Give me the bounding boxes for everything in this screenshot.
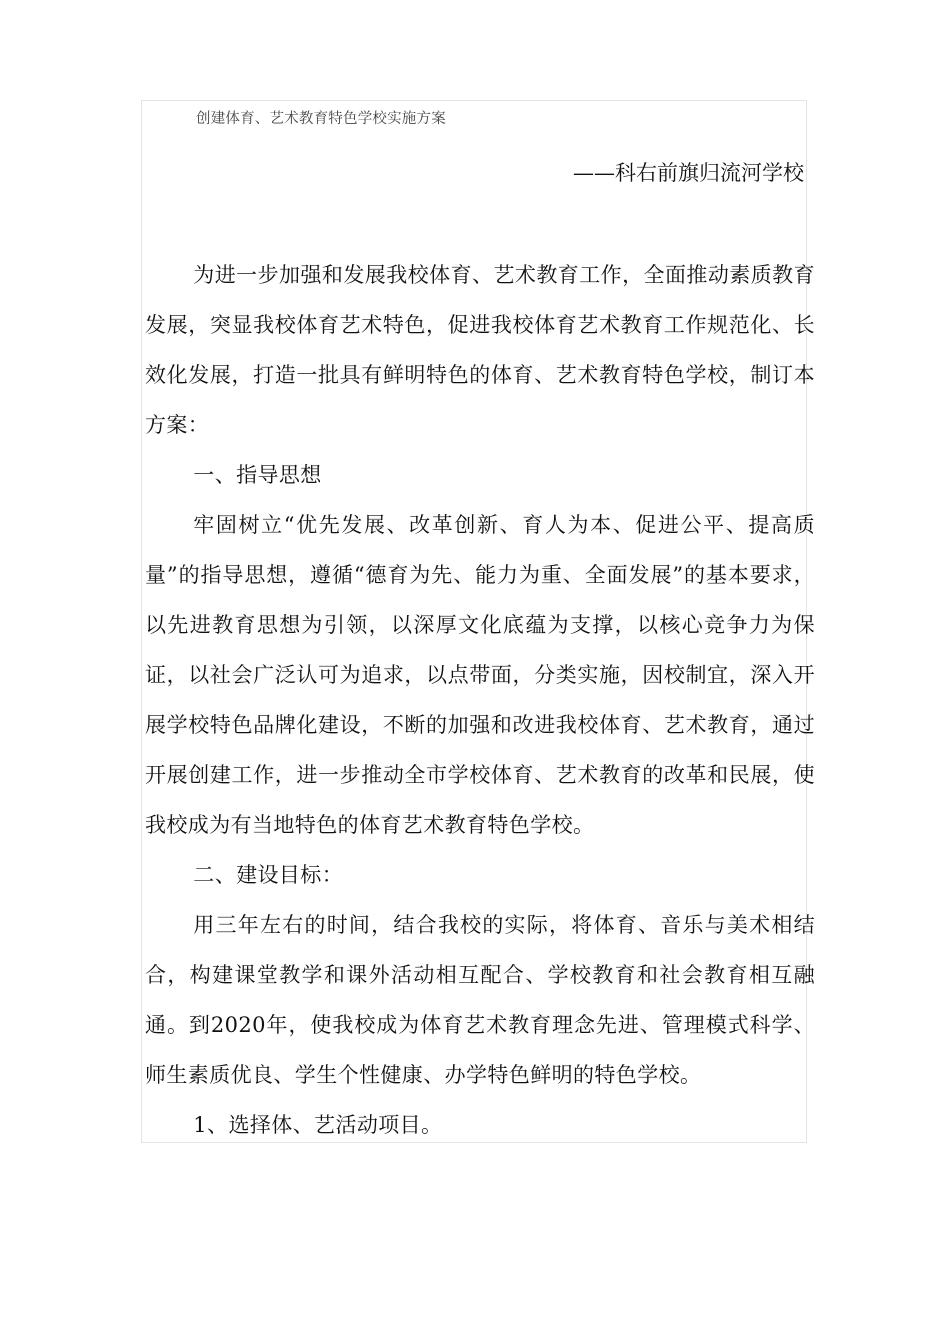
document-header-title: 创建体育、艺术教育特色学校实施方案 (196, 111, 446, 127)
author-line: ——科右前旗归流河学校 (573, 161, 804, 185)
section-heading-guiding-ideology: 一、指导思想 (193, 463, 322, 487)
document-body (145, 250, 815, 1150)
guiding-ideology-paragraph: 牢固树立“优先发展、改革创新、育人为本、促进公平、提高质量”的指导思想，遵循“德育为先、能力为重、全面发展”的基本要求，以先进教育思想为引领，以深厚文化底蕴为支撑，以核心竞争力为保证，以社会广泛认可为追求，以点带面，分类实施，因校制宜，深入开展学校特色品牌化建设，不断的加强和改进我校体育、艺术教育，通过开展创建工作，进一步推动全市学校体育、艺术教育的改革和民展，使我校成为有当地特色的体育艺术教育特色学校。 (145, 513, 815, 837)
intro-paragraph: 为进一步加强和发展我校体育、艺术教育工作，全面推动素质教育发展，突显我校体育艺术特色，促进我校体育艺术教育工作规范化、长效化发展，打造一批具有鲜明特色的体育、艺术教育特色学校，制订本方案： (145, 263, 815, 437)
subsection-heading-activities: 1、选择体、艺活动项目。 (193, 1113, 443, 1137)
section-heading-goals: 二、建设目标： (193, 863, 344, 887)
goals-paragraph: 用三年左右的时间，结合我校的实际，将体育、音乐与美术相结合，构建课堂教学和课外活动相互配合、学校教育和社会教育相互融通。到2020年，使我校成为体育艺术教育理念先进、管理模式科学、师生素质优良、学生个性健康、办学特色鲜明的特色学校。 (145, 913, 815, 1087)
